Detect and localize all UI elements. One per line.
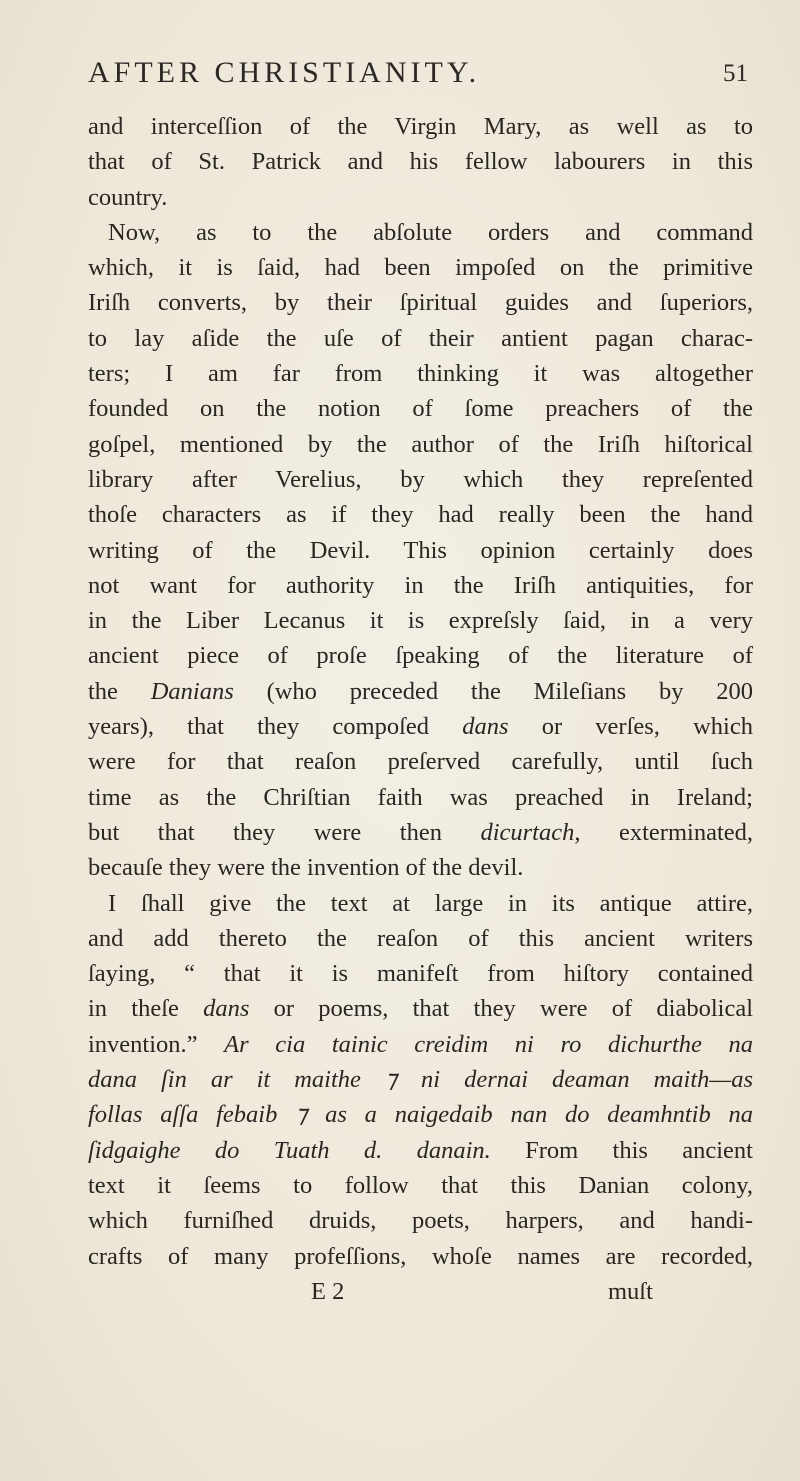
text-line: time as the Chriſtian faith was preached in Ireland; xyxy=(88,783,753,811)
text-line: which, it is ſaid, had been impoſed on the primitive xyxy=(88,254,753,282)
italic-term: Danians xyxy=(150,677,234,705)
text-run: (who preceded the Mileſians by 200 xyxy=(233,677,754,705)
text-line xyxy=(88,1133,753,1168)
signature-mark: E 2 xyxy=(311,1277,345,1305)
italic-term: dans xyxy=(203,995,250,1023)
text-run: invention.” xyxy=(88,1030,225,1058)
text-line xyxy=(88,991,753,1026)
text-run: From this ancient xyxy=(490,1136,753,1164)
text-line: thoſe characters as if they had really been the hand xyxy=(88,501,753,529)
irish-quote: ſidgaighe do Tuath d. danain. xyxy=(88,1136,491,1164)
text-line: Iriſh converts, by their ſpiritual guides and ſuperiors, xyxy=(88,289,753,317)
text-line: ſaying, “ that it is manifeſt from hiſtory contained xyxy=(88,960,753,988)
text-line: ters; I am far from thinking it was altogether xyxy=(88,360,753,388)
italic-term: dans xyxy=(462,713,509,741)
text-line: text it ſeems to follow that this Danian colony, xyxy=(88,1171,753,1199)
text-line xyxy=(88,709,753,744)
text-run: in theſe xyxy=(88,995,204,1023)
irish-quote: Ar cia tainic creidim ni ro dichurthe na xyxy=(224,1030,753,1058)
text-line: library after Verelius, by which they repreſented xyxy=(88,465,753,493)
text-line: not want for authority in the Iriſh antiquities, for xyxy=(88,571,753,599)
text-run: the xyxy=(88,677,151,705)
text-line: becauſe they were the invention of the devil. xyxy=(88,854,524,882)
text-line: writing of the Devil. This opinion certainly does xyxy=(88,536,753,564)
text-line: and add thereto the reaſon of this ancient writers xyxy=(88,924,753,952)
text-line: which furniſhed druids, poets, harpers, and handi- xyxy=(88,1207,753,1235)
show-through-texture xyxy=(80,1330,730,1440)
text-line: were for that reaſon preſerved carefully, until ſuch xyxy=(88,748,753,776)
text-line xyxy=(88,1027,753,1062)
text-line: founded on the notion of ſome preachers of the xyxy=(88,395,753,423)
text-run: years), that they compoſed xyxy=(88,713,463,741)
text-line: in the Liber Lecanus it is expreſsly ſaid, in a very xyxy=(88,607,753,635)
text-run: or poems, that they were of diabolical xyxy=(249,995,754,1023)
text-line: I ſhall give the text at large in its antique attire, xyxy=(108,889,753,917)
page-footer xyxy=(88,1274,753,1309)
irish-quote: follas aſſa febaib ⁊ as a naigedaib nan do deamhntib na xyxy=(88,1101,753,1129)
text-line: Now, as to the abſolute orders and command xyxy=(108,218,753,246)
text-line: country. xyxy=(88,183,168,211)
text-run: or verſes, which xyxy=(508,713,753,741)
text-line xyxy=(88,1062,753,1097)
running-title: AFTER CHRISTIANITY. xyxy=(88,56,481,89)
text-line: crafts of many profeſſions, whoſe names are recorded, xyxy=(88,1242,753,1270)
text-line: to lay aſide the uſe of their antient pagan charac- xyxy=(88,324,753,352)
text-line: ancient piece of proſe ſpeaking of the literature of xyxy=(88,642,753,670)
catchword: muſt xyxy=(608,1277,653,1305)
text-run: but that they were then xyxy=(88,818,481,846)
text-line: that of St. Patrick and his fellow labourers in this xyxy=(88,148,753,176)
text-run: , exterminated, xyxy=(574,818,753,846)
text-line: and interceſſion of the Virgin Mary, as well as to xyxy=(88,113,753,140)
running-head xyxy=(88,56,748,96)
page-number: 51 xyxy=(723,60,748,87)
irish-quote: dana ſin ar it maithe ⁊ ni dernai deaman maith—as xyxy=(88,1066,753,1094)
text-line: goſpel, mentioned by the author of the Iriſh hiſtorical xyxy=(88,430,753,458)
text-line xyxy=(88,674,753,709)
body-text xyxy=(88,109,753,1309)
text-line xyxy=(88,815,753,850)
italic-term: dicurtach xyxy=(480,818,575,846)
text-line xyxy=(88,1097,753,1132)
